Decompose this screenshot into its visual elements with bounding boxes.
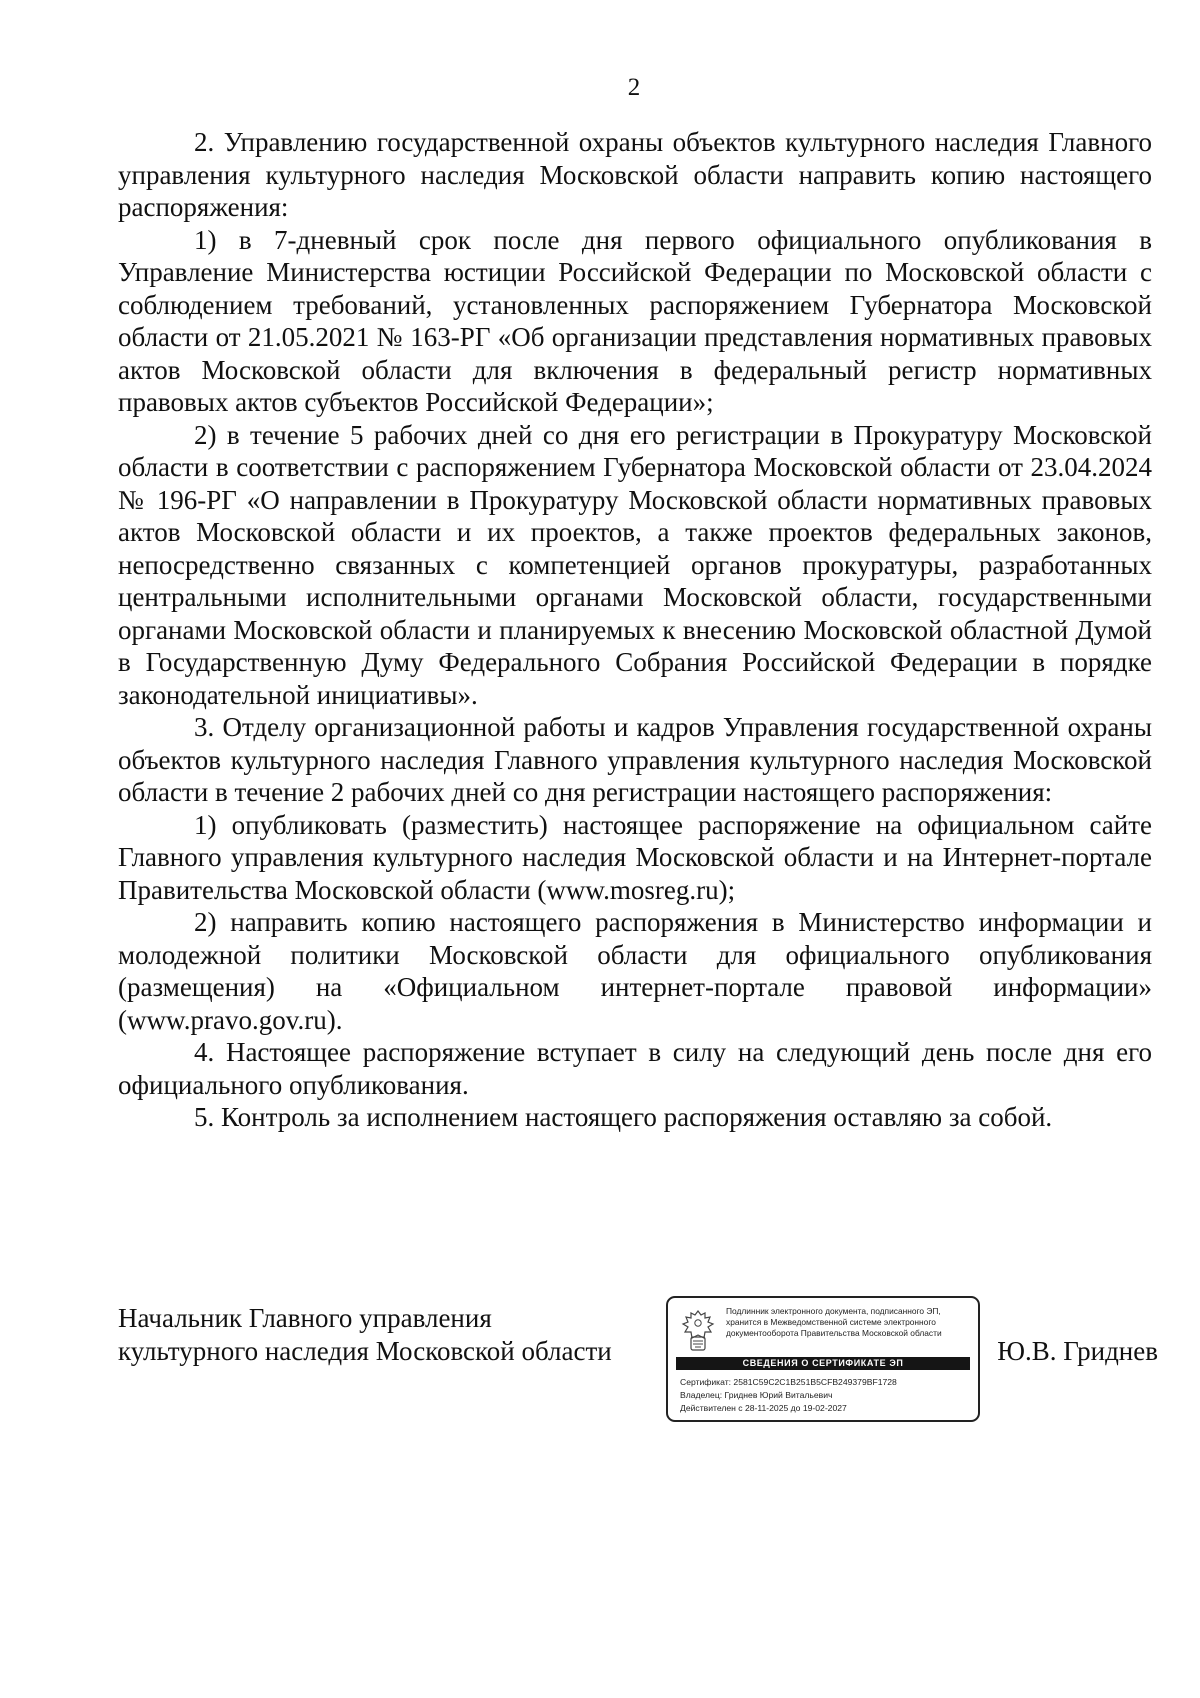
page-number: 2 bbox=[627, 74, 641, 101]
stamp-notice-line-3: документооборота Правительства Московской области bbox=[726, 1328, 942, 1338]
paragraph-item-3: 3. Отделу организационной работы и кадров Управления государственной охраны объектов культурного наследия Главного управления культурного наследия Московской области в течение 2 рабочих дней со дня регистрации настоящего распоряжения: bbox=[118, 712, 1152, 807]
certificate-owner: Владелец: Гриднев Юрий Витальевич bbox=[680, 1390, 833, 1400]
paragraph-item-3-2: 2) направить копию настоящего распоряжения в Министерство информации и молодежной политики Московской области для официального опубликования (размещения) на «Официальном интернет-портале правовой информации» (www.pravo.gov.ru). bbox=[118, 907, 1152, 1035]
paragraph-item-3-1: 1) опубликовать (разместить) настоящее распоряжение на официальном сайте Главного управления культурного наследия Московской области и на Интернет-портале Правительства Московской области (www.mosreg.ru); bbox=[118, 809, 1152, 905]
signatory-name: Ю.В. Гриднев bbox=[997, 1336, 1158, 1366]
paragraph-item-5: 5. Контроль за исполнением настоящего распоряжения оставляю за собой. bbox=[194, 1102, 1053, 1132]
certificate-validity: Действителен с 28-11-2025 до 19-02-2027 bbox=[680, 1403, 847, 1413]
coat-of-arms-icon bbox=[678, 1308, 718, 1354]
signatory-title bbox=[118, 1302, 612, 1368]
paragraph-item-2: 2. Управлению государственной охраны объектов культурного наследия Главного управления культурного наследия Московской области направить копию настоящего распоряжения: bbox=[118, 127, 1152, 222]
signature-block bbox=[118, 1302, 1158, 1432]
paragraph-item-4: 4. Настоящее распоряжение вступает в силу на следующий день после дня его официального опубликования. bbox=[118, 1037, 1152, 1100]
certificate-details bbox=[680, 1376, 972, 1415]
stamp-notice-line-1: Подлинник электронного документа, подписанного ЭП, bbox=[726, 1306, 941, 1316]
paragraph-item-2-1: 1) в 7-дневный срок после дня первого официального опубликования в Управление Министерства юстиции Российской Федерации по Московской области с соблюдением требований, установленных распоряжением Губернатора Московской области от 21.05.2021 № 163-РГ «Об организации представления нормативных правовых актов Московской области для включения в федеральный регистр нормативных правовых актов субъектов Российской Федерации»; bbox=[118, 224, 1152, 417]
stamp-header: СВЕДЕНИЯ О СЕРТИФИКАТЕ ЭП bbox=[676, 1357, 970, 1370]
stamp-notice bbox=[726, 1306, 972, 1339]
paragraph-item-2-2: 2) в течение 5 рабочих дней со дня его регистрации в Прокуратуру Московской области в соответствии с распоряжением Губернатора Московской области от 23.04.2024 № 196-РГ «О направлении в Прокуратуру Московской области нормативных правовых актов Московской области и их проектов, а также проектов федеральных законов, непосредственно связанных с компетенцией органов прокуратуры, разработанных центральными исполнительными органами Московской области, государственными органами Московской области и планируемых к внесению Московской областной Думой в Государственную Думу Федерального Собрания Российской Федерации в порядке законодательной инициативы». bbox=[118, 419, 1152, 710]
certificate-number: Сертификат: 2581C59C2C1B251B5CFB249379BF1728 bbox=[680, 1377, 897, 1387]
stamp-notice-line-2: хранится в Межведомственной системе электронного bbox=[726, 1317, 936, 1327]
signatory-title-line-2: культурного наследия Московской области bbox=[118, 1336, 612, 1366]
document-body bbox=[118, 126, 1152, 1134]
signatory-title-line-1: Начальник Главного управления bbox=[118, 1303, 492, 1333]
electronic-signature-stamp bbox=[666, 1296, 980, 1422]
